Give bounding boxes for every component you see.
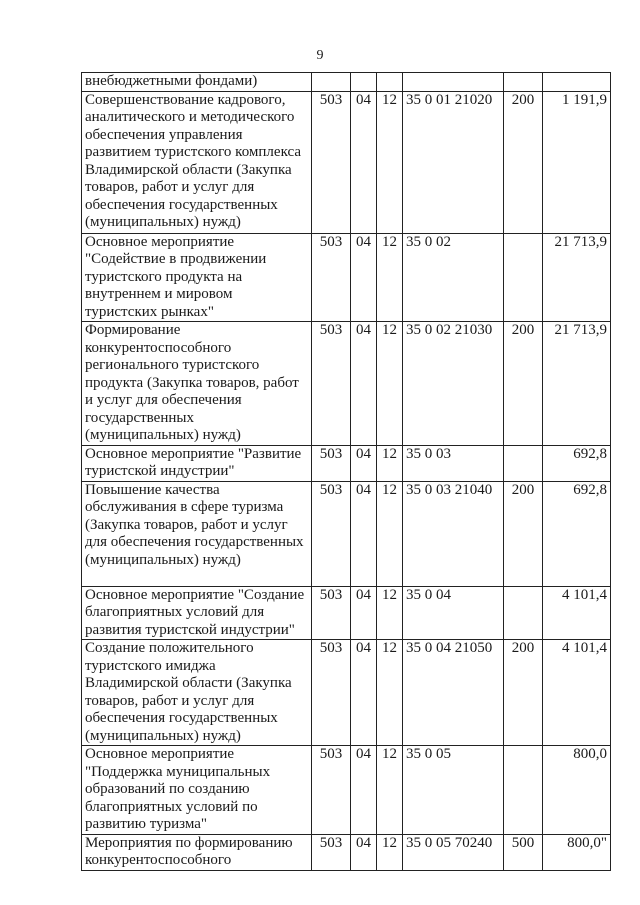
cell-type [504, 746, 543, 835]
cell-amount: 800,0 [543, 746, 611, 835]
cell-subsection: 12 [377, 233, 403, 322]
cell-target: 35 0 02 [403, 233, 504, 322]
cell-section: 04 [351, 481, 377, 586]
table-row [82, 746, 611, 835]
cell-section: 04 [351, 586, 377, 640]
cell-target: 35 0 04 21050 [403, 640, 504, 746]
cell-target: 35 0 01 21020 [403, 91, 504, 233]
cell-amount: 4 101,4 [543, 586, 611, 640]
cell-subsection: 12 [377, 746, 403, 835]
table-row [82, 73, 611, 92]
table-row [82, 640, 611, 746]
table-row [82, 445, 611, 481]
cell-amount: 4 101,4 [543, 640, 611, 746]
cell-type [504, 73, 543, 92]
table-row [82, 586, 611, 640]
cell-amount: 1 191,9 [543, 91, 611, 233]
cell-type: 200 [504, 322, 543, 446]
cell-section [351, 73, 377, 92]
cell-name: Основное мероприятие "Создание благоприятных условий для развития туристской индустрии" [82, 586, 312, 640]
cell-name: Основное мероприятие "Развитие туристской индустрии" [82, 445, 312, 481]
cell-target: 35 0 03 [403, 445, 504, 481]
budget-table-body [82, 73, 611, 871]
cell-amount [543, 73, 611, 92]
cell-target: 35 0 03 21040 [403, 481, 504, 586]
table-row [82, 481, 611, 586]
cell-subsection: 12 [377, 445, 403, 481]
cell-amount: 692,8 [543, 445, 611, 481]
cell-ministry: 503 [312, 481, 351, 586]
cell-ministry: 503 [312, 586, 351, 640]
cell-subsection [377, 73, 403, 92]
cell-ministry: 503 [312, 91, 351, 233]
budget-table [81, 72, 611, 871]
cell-type: 200 [504, 640, 543, 746]
cell-subsection: 12 [377, 91, 403, 233]
cell-name: Повышение качества обслуживания в сфере туризма (Закупка товаров, работ и услуг для обеспечения государственных (муниципальных) нужд) [82, 481, 312, 586]
cell-subsection: 12 [377, 322, 403, 446]
cell-section: 04 [351, 233, 377, 322]
page-number: 9 [316, 48, 324, 63]
cell-target: 35 0 02 21030 [403, 322, 504, 446]
cell-amount: 21 713,9 [543, 322, 611, 446]
cell-amount: 21 713,9 [543, 233, 611, 322]
cell-name: Создание положительного туристского имиджа Владимирской области (Закупка товаров, работ и услуг для обеспечения государственных (муниципальных) нужд) [82, 640, 312, 746]
cell-name: Мероприятия по формированию конкурентоспособного [82, 834, 312, 870]
table-row [82, 834, 611, 870]
cell-type [504, 445, 543, 481]
cell-name: Основное мероприятие "Поддержка муниципальных образований по созданию благоприятных условий по развитию туризма" [82, 746, 312, 835]
cell-section: 04 [351, 322, 377, 446]
cell-name: Формирование конкурентоспособного регионального туристского продукта (Закупка товаров, работ и услуг для обеспечения государственных (муниципальных) нужд) [82, 322, 312, 446]
cell-ministry: 503 [312, 322, 351, 446]
cell-amount: 692,8 [543, 481, 611, 586]
cell-ministry: 503 [312, 445, 351, 481]
cell-section: 04 [351, 834, 377, 870]
cell-subsection: 12 [377, 481, 403, 586]
cell-type: 200 [504, 91, 543, 233]
cell-section: 04 [351, 91, 377, 233]
cell-section: 04 [351, 445, 377, 481]
cell-ministry: 503 [312, 746, 351, 835]
cell-section: 04 [351, 640, 377, 746]
table-row [82, 322, 611, 446]
cell-type: 200 [504, 481, 543, 586]
table-row [82, 233, 611, 322]
cell-target [403, 73, 504, 92]
cell-target: 35 0 05 70240 [403, 834, 504, 870]
cell-ministry: 503 [312, 834, 351, 870]
cell-name: Совершенствование кадрового, аналитического и методического обеспечения управления развитием туристского комплекса Владимирской области (Закупка товаров, работ и услуг для обеспечения государственных (муниципальных) нужд) [82, 91, 312, 233]
cell-type [504, 233, 543, 322]
cell-ministry: 503 [312, 233, 351, 322]
cell-section: 04 [351, 746, 377, 835]
cell-ministry [312, 73, 351, 92]
cell-target: 35 0 05 [403, 746, 504, 835]
cell-subsection: 12 [377, 834, 403, 870]
cell-subsection: 12 [377, 640, 403, 746]
cell-name: Основное мероприятие "Содействие в продвижении туристского продукта на внутреннем и мировом туристских рынках" [82, 233, 312, 322]
cell-type [504, 586, 543, 640]
cell-name: внебюджетными фондами) [82, 73, 312, 92]
cell-ministry: 503 [312, 640, 351, 746]
cell-type: 500 [504, 834, 543, 870]
cell-subsection: 12 [377, 586, 403, 640]
cell-target: 35 0 04 [403, 586, 504, 640]
table-row [82, 91, 611, 233]
cell-amount: 800,0" [543, 834, 611, 870]
